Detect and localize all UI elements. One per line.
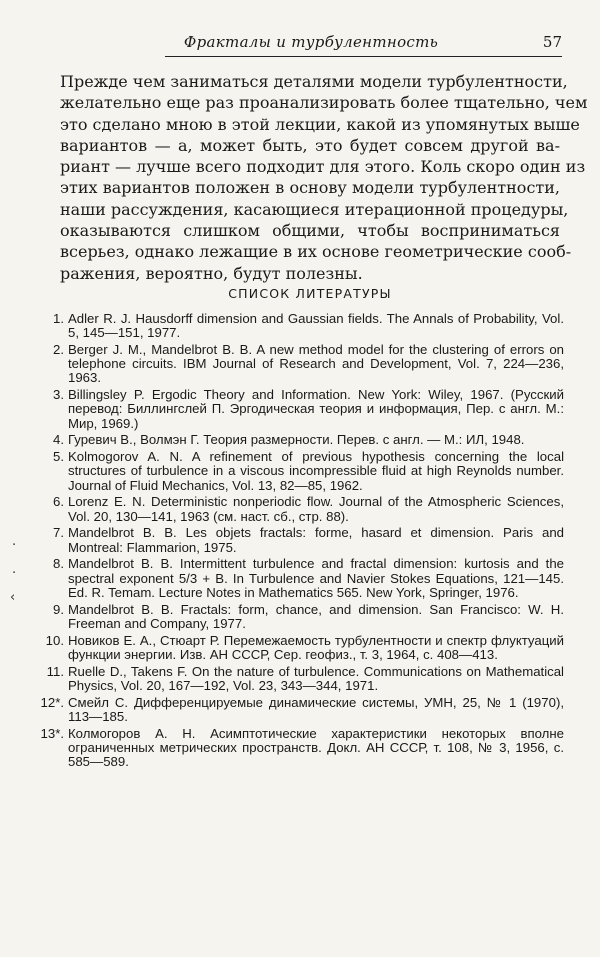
margin-mark-icon: · xyxy=(12,538,17,553)
chapter-title: Фракталы и турбулентность xyxy=(183,33,439,51)
reference-number: 6. xyxy=(53,494,64,510)
reference-item xyxy=(34,433,564,447)
reference-number: 1. xyxy=(53,311,64,326)
reference-text: Ruelle D., Takens F. On the nature of turbulence. Communications on Mathematical Physics, Vol. 20, 167—192, Vol. 23, 343—344, 1971. xyxy=(68,663,564,693)
margin-mark-icon: · xyxy=(12,566,17,581)
page-number: 57 xyxy=(542,33,562,51)
reference-number: 7. xyxy=(53,525,64,541)
reference-text: Mandelbrot B. B. Intermittent turbulence and fractal dimension: kurtosis and the spectral exponent 5/3 + B. In Turbulence and Navier Stokes Equations, 121—145. Ed. R. Temam. Lecture Notes in Mathematics 565. New York, Springer, 1976. xyxy=(68,556,564,600)
reference-text: Колмогоров А. Н. Асимптотические характеристики некоторых вполне ограниченных метрических пространств. Докл. АН СССР, т. 108, № 3, 1956, с. 585—589. xyxy=(68,725,564,770)
reference-text: Adler R. J. Hausdorff dimension and Gaussian fields. The Annals of Probability, Vol. 5, 145—151, 1977. xyxy=(68,311,564,341)
reference-item xyxy=(34,450,564,493)
reference-item xyxy=(34,603,564,631)
reference-item xyxy=(34,388,564,431)
running-head xyxy=(60,33,562,55)
reference-text: Kolmogorov A. N. A refinement of previous hypothesis concerning the local structures of turbulence in a viscous incompressible fluid at high Reynolds number. Journal of Fluid Mechanics, Vol. 13, 82—85, 1962. xyxy=(68,449,564,493)
reference-text: Новиков Е. А., Стюарт Р. Перемежаемость турбулентности и спектр флуктуаций функции энергии. Изв. АН СССР, Сер. геофиз., т. 3, 1964, с. 408—413. xyxy=(68,632,564,662)
paragraph-line: вариантов — а, может быть, это будет совсем другой ва- xyxy=(60,135,560,155)
reference-item xyxy=(34,312,564,340)
reference-text: Mandelbrot B. B. Les objets fractals: forme, hasard et dimension. Paris and Montreal: Flammarion, 1975. xyxy=(68,525,564,555)
reference-item xyxy=(34,526,564,554)
reference-number: 10. xyxy=(45,632,64,648)
reference-text: Berger J. M., Mandelbrot B. B. A new method model for the clustering of errors on telephone circuits. IBM Journal of Research and Development, Vol. 7, 224—236, 1963. xyxy=(68,342,564,386)
reference-text: Mandelbrot B. B. Fractals: form, chance, and dimension. San Francisco: W. H. Freeman and Company, 1977. xyxy=(68,601,564,631)
reference-number: 2. xyxy=(53,342,64,357)
reference-item xyxy=(34,665,564,693)
header-rule xyxy=(165,56,562,57)
body-paragraph xyxy=(60,71,588,284)
reference-number: 13*. xyxy=(40,725,64,741)
reference-text: Гуревич В., Волмэн Г. Теория размерности. Перев. с англ. — М.: ИЛ, 1948. xyxy=(68,432,525,448)
reference-number: 5. xyxy=(53,449,64,465)
reference-text: Billingsley P. Ergodic Theory and Information. New York: Wiley, 1967. (Русский перевод: Биллингслей П. Эргодическая теория и информация, Пер. с англ. М.: Мир, 1969.) xyxy=(68,387,564,431)
paragraph-line: наши рассуждения, касающиеся итерационной процедуры, xyxy=(60,199,569,219)
reference-number: 9. xyxy=(53,601,64,617)
reference-number: 8. xyxy=(53,556,64,572)
paragraph-line: оказываются слишком общими, чтобы восприниматься xyxy=(60,221,560,241)
reference-item xyxy=(34,727,564,770)
margin-mark-icon: ‹ xyxy=(10,590,16,605)
reference-text: Смейл С. Дифференцируемые динамические системы, УМН, 25, № 1 (1970), 113—185. xyxy=(68,694,564,724)
reference-number: 4. xyxy=(53,432,64,448)
reference-number: 11. xyxy=(46,663,64,679)
reference-item xyxy=(34,557,564,600)
reference-item xyxy=(34,495,564,523)
paragraph-line: желательно еще раз проанализировать более тщательно, чем xyxy=(60,93,588,113)
paragraph-line: ражения, вероятно, будут полезны. xyxy=(60,263,363,283)
reference-number: 3. xyxy=(53,387,64,403)
reference-number: 12*. xyxy=(40,694,64,710)
reference-item xyxy=(34,343,564,386)
reference-list xyxy=(34,312,564,772)
paragraph-line: это сделано мною в этой лекции, какой из упомянутых выше xyxy=(60,114,580,134)
paragraph-line: всерьез, однако лежащие в их основе геометрические сооб- xyxy=(60,242,572,262)
reference-text: Lorenz E. N. Deterministic nonperiodic flow. Journal of the Atmospheric Sciences, Vol. 20, 130—141, 1963 (см. наст. сб., стр. 88). xyxy=(68,494,564,524)
paragraph-line: риант — лучше всего подходит для этого. Коль скоро один из xyxy=(60,157,586,177)
paragraph-line: этих вариантов положен в основу модели турбулентности, xyxy=(60,178,560,198)
reference-item xyxy=(34,696,564,724)
reference-item xyxy=(34,634,564,662)
paragraph-line: Прежде чем заниматься деталями модели турбулентности, xyxy=(60,72,568,91)
bibliography-heading: СПИСОК ЛИТЕРАТУРЫ xyxy=(228,286,392,301)
